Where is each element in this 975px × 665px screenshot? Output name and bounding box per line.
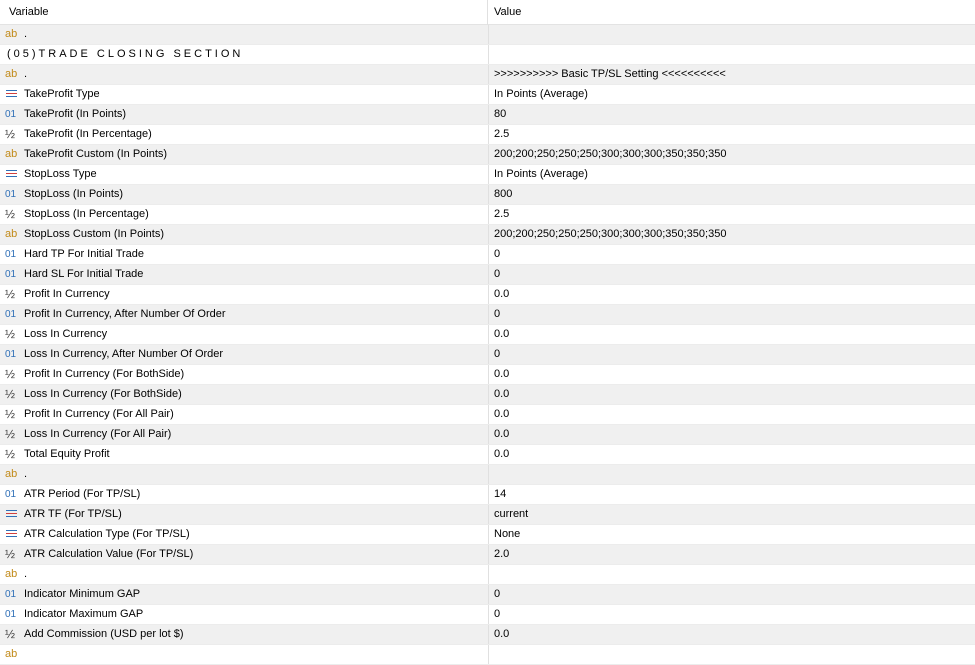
value-cell[interactable] <box>488 225 975 244</box>
variable-name: Loss In Currency <box>24 328 108 340</box>
value-cell[interactable] <box>488 145 975 164</box>
value-cell[interactable] <box>488 265 975 284</box>
parameter-row[interactable] <box>0 565 975 585</box>
value-cell[interactable] <box>488 585 975 604</box>
value-cell[interactable] <box>488 625 975 644</box>
parameter-row[interactable] <box>0 205 975 225</box>
parameter-row[interactable] <box>0 505 975 525</box>
variable-cell[interactable] <box>0 465 487 484</box>
value-cell[interactable] <box>488 445 975 464</box>
variable-name: Profit In Currency (For BothSide) <box>24 368 185 380</box>
variable-cell[interactable] <box>0 165 487 184</box>
parameter-row[interactable] <box>0 425 975 445</box>
grid-header <box>0 0 975 25</box>
variable-name: ATR TF (For TP/SL) <box>24 508 122 520</box>
string-type-icon: ab <box>5 648 18 660</box>
variable-name: (05)TRADE CLOSING SECTION <box>7 48 244 60</box>
parameter-row[interactable] <box>0 525 975 545</box>
value-cell[interactable] <box>488 125 975 144</box>
string-type-icon: ab <box>5 148 18 160</box>
variable-value[interactable]: 0.0 <box>494 288 510 300</box>
variable-cell[interactable] <box>0 565 487 584</box>
variable-cell[interactable] <box>0 365 487 384</box>
column-separator[interactable] <box>487 0 488 25</box>
parameter-row[interactable] <box>0 585 975 605</box>
section-header-row[interactable] <box>0 45 975 65</box>
value-cell[interactable] <box>488 65 975 84</box>
variable-cell[interactable] <box>0 605 487 624</box>
value-cell[interactable] <box>488 385 975 404</box>
variable-value[interactable]: >>>>>>>>>> Basic TP/SL Setting <<<<<<<<<< <box>494 68 726 80</box>
variable-cell[interactable] <box>0 285 487 304</box>
parameter-row[interactable] <box>0 385 975 405</box>
parameter-row[interactable] <box>0 25 975 45</box>
value-cell[interactable] <box>488 565 975 584</box>
value-cell[interactable] <box>488 25 975 44</box>
double-type-icon: ½ <box>5 547 16 561</box>
variable-cell[interactable] <box>0 105 487 124</box>
variable-name: ATR Calculation Type (For TP/SL) <box>24 528 190 540</box>
enum-type-icon <box>5 505 21 524</box>
double-type-icon: ½ <box>5 207 16 221</box>
variable-cell[interactable] <box>0 485 487 504</box>
variable-cell[interactable] <box>0 245 487 264</box>
integer-type-icon: 01 <box>5 249 17 260</box>
parameter-row[interactable] <box>0 165 975 185</box>
value-cell[interactable] <box>488 465 975 484</box>
value-cell[interactable] <box>488 45 975 64</box>
variable-value[interactable]: 200;200;250;250;250;300;300;300;350;350;350 <box>494 228 727 240</box>
variable-name: . <box>24 68 28 80</box>
variable-name: Add Commission (USD per lot $) <box>24 628 184 640</box>
variable-name: . <box>24 28 28 40</box>
value-cell[interactable] <box>488 425 975 444</box>
parameter-row[interactable] <box>0 625 975 645</box>
variable-name: StopLoss Type <box>24 168 97 180</box>
variable-value[interactable]: 0 <box>494 248 501 260</box>
string-type-icon: ab <box>5 468 18 480</box>
variable-name: StopLoss (In Percentage) <box>24 208 149 220</box>
enum-type-icon <box>5 85 21 104</box>
enum-type-icon <box>5 165 21 184</box>
variable-name: ATR Period (For TP/SL) <box>24 488 141 500</box>
integer-type-icon: 01 <box>5 349 17 360</box>
variable-value[interactable]: 0.0 <box>494 628 510 640</box>
variable-name: Profit In Currency (For All Pair) <box>24 408 174 420</box>
variable-value[interactable]: 0.0 <box>494 408 510 420</box>
variable-cell[interactable] <box>0 585 487 604</box>
double-type-icon: ½ <box>5 627 16 641</box>
variable-value[interactable]: 800 <box>494 188 513 200</box>
value-cell[interactable] <box>488 605 975 624</box>
parameter-row[interactable] <box>0 465 975 485</box>
parameter-row[interactable] <box>0 445 975 465</box>
parameter-row[interactable] <box>0 145 975 165</box>
variable-value[interactable]: 80 <box>494 108 507 120</box>
variable-cell[interactable] <box>0 265 487 284</box>
variable-value[interactable]: current <box>494 508 529 520</box>
parameter-row[interactable] <box>0 365 975 385</box>
variable-cell[interactable] <box>0 225 487 244</box>
variable-value[interactable]: None <box>494 528 521 540</box>
variable-value[interactable]: 0 <box>494 348 501 360</box>
variable-value[interactable]: 0.0 <box>494 388 510 400</box>
variable-name: Loss In Currency (For BothSide) <box>24 388 182 400</box>
value-cell[interactable] <box>488 185 975 204</box>
variable-name: . <box>24 568 28 580</box>
variable-value[interactable]: In Points (Average) <box>494 88 588 100</box>
value-cell[interactable] <box>488 405 975 424</box>
value-cell[interactable] <box>488 485 975 504</box>
variable-cell[interactable] <box>0 45 487 64</box>
integer-type-icon: 01 <box>5 109 17 120</box>
variable-cell[interactable] <box>0 405 487 424</box>
parameter-row[interactable] <box>0 125 975 145</box>
variable-cell[interactable] <box>0 185 487 204</box>
column-header-value[interactable]: Value <box>494 6 522 18</box>
column-header-variable[interactable]: Variable <box>9 6 49 18</box>
parameter-row[interactable] <box>0 225 975 245</box>
variable-cell[interactable] <box>0 525 487 544</box>
variable-name: StopLoss (In Points) <box>24 188 124 200</box>
variable-cell[interactable] <box>0 325 487 344</box>
variable-cell[interactable] <box>0 625 487 644</box>
variable-cell[interactable] <box>0 305 487 324</box>
value-cell[interactable] <box>488 325 975 344</box>
variable-value[interactable]: 2.5 <box>494 128 510 140</box>
value-cell[interactable] <box>488 305 975 324</box>
variable-cell[interactable] <box>0 205 487 224</box>
variable-name: Indicator Minimum GAP <box>24 588 141 600</box>
variable-value[interactable]: 0 <box>494 588 501 600</box>
parameter-row[interactable] <box>0 285 975 305</box>
value-cell[interactable] <box>488 205 975 224</box>
variable-name: Loss In Currency (For All Pair) <box>24 428 172 440</box>
variable-value[interactable]: 200;200;250;250;250;300;300;300;350;350;350 <box>494 148 727 160</box>
variable-name: . <box>24 468 28 480</box>
variable-cell[interactable] <box>0 85 487 104</box>
variable-cell[interactable] <box>0 505 487 524</box>
variable-value[interactable]: In Points (Average) <box>494 168 588 180</box>
value-cell[interactable] <box>488 245 975 264</box>
variable-value[interactable]: 2.5 <box>494 208 510 220</box>
integer-type-icon: 01 <box>5 589 17 600</box>
value-cell[interactable] <box>488 165 975 184</box>
value-cell[interactable] <box>488 545 975 564</box>
parameter-row[interactable] <box>0 405 975 425</box>
double-type-icon: ½ <box>5 447 16 461</box>
parameter-row[interactable] <box>0 85 975 105</box>
double-type-icon: ½ <box>5 287 16 301</box>
variable-value[interactable]: 0.0 <box>494 428 510 440</box>
string-type-icon: ab <box>5 568 18 580</box>
integer-type-icon: 01 <box>5 189 17 200</box>
variable-cell[interactable] <box>0 425 487 444</box>
parameter-row[interactable] <box>0 485 975 505</box>
grid-rows <box>0 25 975 665</box>
parameter-row[interactable] <box>0 65 975 85</box>
variable-cell[interactable] <box>0 25 487 44</box>
parameter-row[interactable] <box>0 245 975 265</box>
variable-name: TakeProfit Type <box>24 88 100 100</box>
variable-cell[interactable] <box>0 345 487 364</box>
variable-name: TakeProfit Custom (In Points) <box>24 148 168 160</box>
double-type-icon: ½ <box>5 427 16 441</box>
string-type-icon: ab <box>5 28 18 40</box>
variable-name: TakeProfit (In Percentage) <box>24 128 152 140</box>
parameter-row[interactable] <box>0 325 975 345</box>
value-cell[interactable] <box>488 345 975 364</box>
variable-name: Hard SL For Initial Trade <box>24 268 144 280</box>
string-type-icon: ab <box>5 228 18 240</box>
parameter-row[interactable] <box>0 605 975 625</box>
variable-value[interactable]: 0.0 <box>494 448 510 460</box>
variable-name: TakeProfit (In Points) <box>24 108 127 120</box>
variable-name: Loss In Currency, After Number Of Order <box>24 348 224 360</box>
value-cell[interactable] <box>488 105 975 124</box>
double-type-icon: ½ <box>5 127 16 141</box>
variable-name: StopLoss Custom (In Points) <box>24 228 165 240</box>
enum-type-icon <box>5 525 21 544</box>
variable-name: Hard TP For Initial Trade <box>24 248 145 260</box>
variable-cell[interactable] <box>0 445 487 464</box>
variable-cell[interactable] <box>0 65 487 84</box>
parameter-row[interactable] <box>0 185 975 205</box>
variable-value[interactable]: 0.0 <box>494 368 510 380</box>
value-cell[interactable] <box>488 525 975 544</box>
variable-name: Profit In Currency <box>24 288 110 300</box>
parameter-row[interactable] <box>0 305 975 325</box>
value-cell[interactable] <box>488 285 975 304</box>
double-type-icon: ½ <box>5 407 16 421</box>
variable-cell[interactable] <box>0 125 487 144</box>
double-type-icon: ½ <box>5 327 16 341</box>
variable-name: Profit In Currency, After Number Of Order <box>24 308 226 320</box>
integer-type-icon: 01 <box>5 309 17 320</box>
value-cell[interactable] <box>488 505 975 524</box>
parameter-row[interactable] <box>0 345 975 365</box>
integer-type-icon: 01 <box>5 609 17 620</box>
variable-name: Indicator Maximum GAP <box>24 608 144 620</box>
double-type-icon: ½ <box>5 387 16 401</box>
integer-type-icon: 01 <box>5 489 17 500</box>
variable-cell[interactable] <box>0 385 487 404</box>
variable-value[interactable]: 0 <box>494 608 501 620</box>
parameter-row[interactable] <box>0 265 975 285</box>
variable-cell[interactable] <box>0 145 487 164</box>
double-type-icon: ½ <box>5 367 16 381</box>
variable-value[interactable]: 2.0 <box>494 548 510 560</box>
variable-value[interactable]: 0 <box>494 268 501 280</box>
variable-name: ATR Calculation Value (For TP/SL) <box>24 548 194 560</box>
variable-value[interactable]: 0.0 <box>494 328 510 340</box>
value-cell[interactable] <box>488 365 975 384</box>
integer-type-icon: 01 <box>5 269 17 280</box>
variable-cell[interactable] <box>0 545 487 564</box>
variable-value[interactable]: 0 <box>494 308 501 320</box>
variable-value[interactable]: 14 <box>494 488 507 500</box>
parameter-row[interactable] <box>0 105 975 125</box>
parameter-row[interactable] <box>0 645 975 665</box>
value-cell[interactable] <box>488 85 975 104</box>
variable-name: Total Equity Profit <box>24 448 110 460</box>
string-type-icon: ab <box>5 68 18 80</box>
parameter-row[interactable] <box>0 545 975 565</box>
